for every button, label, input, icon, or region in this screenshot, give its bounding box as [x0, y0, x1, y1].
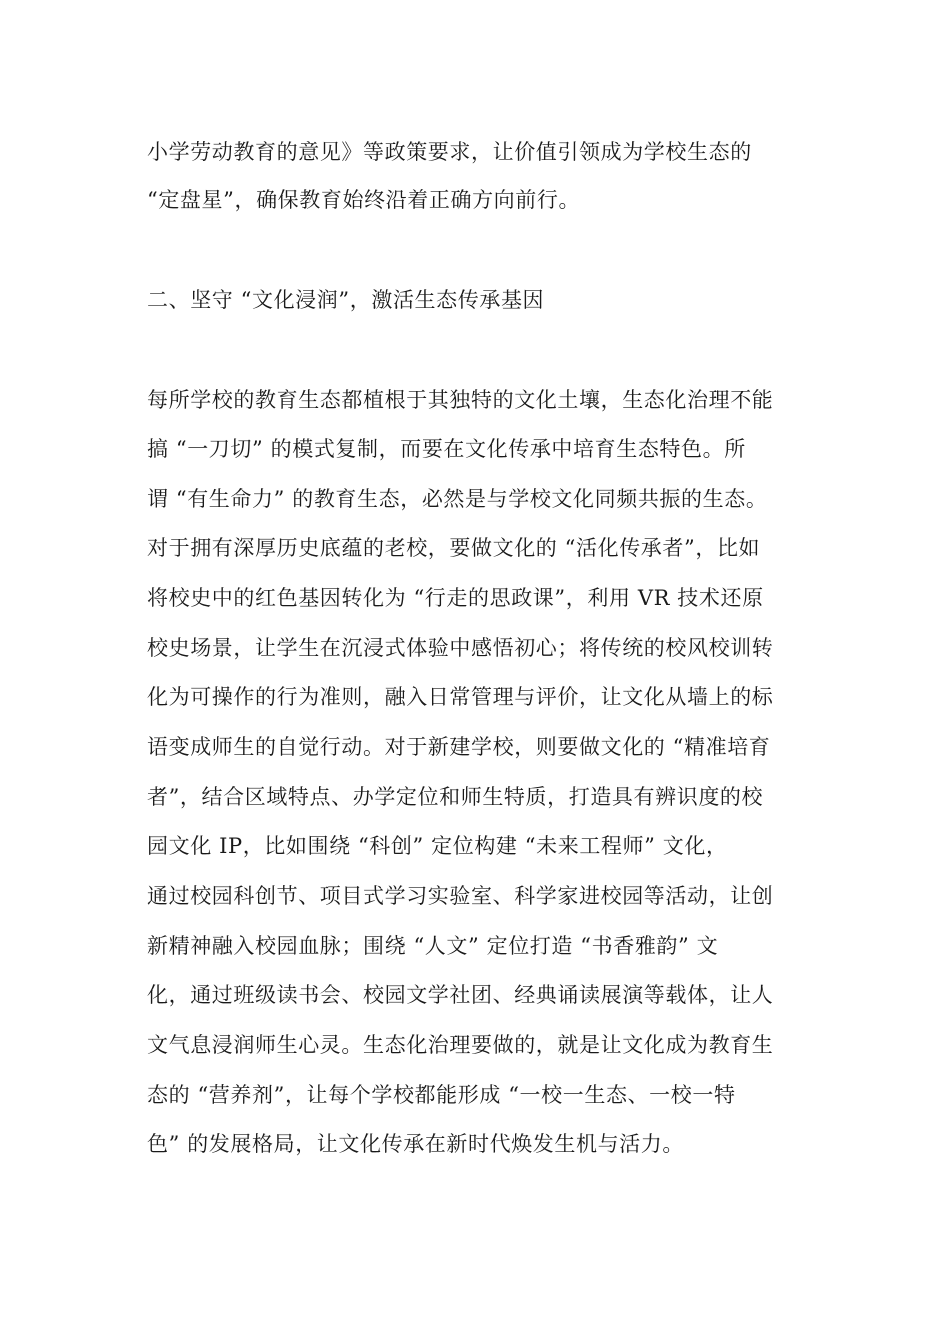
paragraph-line: 者”，结合区域特点、办学定位和师生特质，打造具有辨识度的校 [147, 785, 764, 809]
intro-line: 小学劳动教育的意见》等政策要求，让价值引领成为学校生态的 [147, 140, 752, 164]
paragraph-line: 每所学校的教育生态都植根于其独特的文化土壤，生态化治理不能 [147, 388, 774, 412]
paragraph-line: 通过校园科创节、项目式学习实验室、科学家进校园等活动，让创 [147, 884, 774, 908]
paragraph-line: 化为可操作的行为准则，融入日常管理与评价，让文化从墙上的标 [147, 685, 774, 709]
paragraph-line: 语变成师生的自觉行动。对于新建学校，则要做文化的 “精准培育 [147, 735, 771, 759]
paragraph-line: 新精神融入校园血脉；围绕 “人文” 定位打造 “书香雅韵” 文 [147, 934, 719, 958]
paragraph-line: 化，通过班级读书会、校园文学社团、经典诵读展演等载体，让人 [147, 983, 774, 1007]
paragraph-line: 文气息浸润师生心灵。生态化治理要做的，就是让文化成为教育生 [147, 1033, 774, 1057]
intro-line: “定盘星”，确保教育始终沿着正确方向前行。 [147, 188, 581, 212]
paragraph-line: 色” 的发展格局，让文化传承在新时代焕发生机与活力。 [147, 1132, 685, 1156]
paragraph-line: 态的 “营养剂”，让每个学校都能形成 “一校一生态、一校一特 [147, 1083, 736, 1107]
paragraph-line: 谓 “有生命力” 的教育生态，必然是与学校文化同频共振的生态。 [147, 487, 768, 511]
paragraph-line: 园文化 IP，比如围绕 “科创” 定位构建 “未来工程师” 文化， [147, 834, 728, 858]
paragraph-line: 搞 “一刀切” 的模式复制，而要在文化传承中培育生态特色。所 [147, 437, 746, 461]
section-heading: 二、坚守 “文化浸润”，激活生态传承基因 [147, 288, 545, 312]
paragraph-line: 校史场景，让学生在沉浸式体验中感悟初心；将传统的校风校训转 [147, 636, 774, 660]
paragraph-line: 对于拥有深厚历史底蕴的老校，要做文化的 “活化传承者”，比如 [147, 536, 761, 560]
paragraph-line: 将校史中的红色基因转化为 “行走的思政课”，利用 VR 技术还原 [147, 586, 764, 610]
